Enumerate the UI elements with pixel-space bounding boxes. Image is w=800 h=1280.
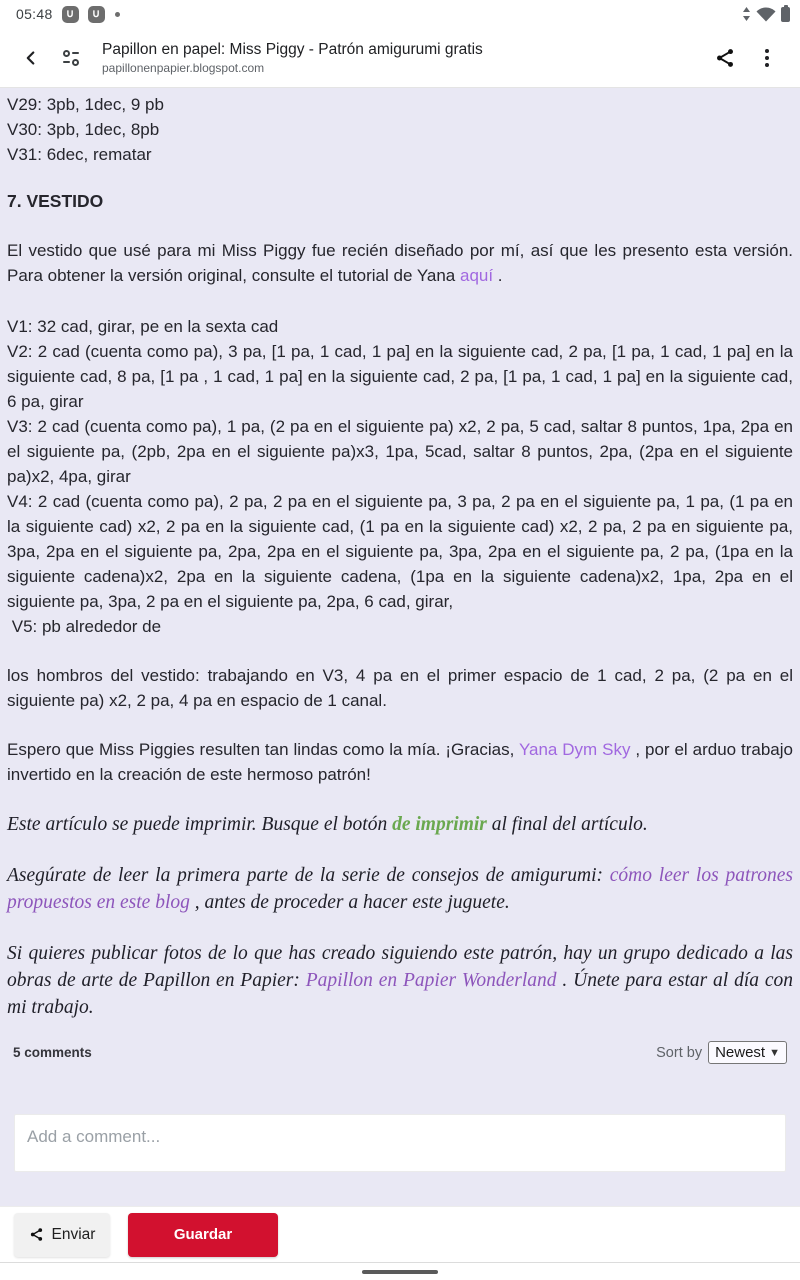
sort-select[interactable] — [708, 1041, 787, 1064]
notification-app-icon: ∪ — [62, 6, 79, 23]
send-button-label: Enviar — [51, 1225, 96, 1243]
shoulders-paragraph: los hombros del vestido: trabajando en V3, 4 pa en el primer espacio de 1 cad, 2 pa, (2 pa en el siguiente pa) x2, 2 pa, 4 pa en espacio de 1 canal. — [7, 666, 793, 710]
gesture-handle[interactable] — [362, 1270, 438, 1274]
tips-note-text-end: , antes de proceder a hacer este juguete. — [189, 892, 510, 913]
wonderland-group-link[interactable]: Papillon en Papier Wonderland — [305, 970, 557, 991]
status-time: 05:48 — [16, 6, 53, 22]
share-icon — [29, 1227, 44, 1242]
pattern-line: V31: 6dec, rematar — [7, 145, 152, 164]
status-right-icons — [742, 7, 790, 22]
comment-input-card — [14, 1114, 786, 1172]
pattern-line: V3: 2 cad (cuenta como pa), 1 pa, (2 pa en el siguiente pa) x2, 2 pa, 5 cad, saltar 8 puntos, 1pa, 2pa en el siguiente pa, (2pb, 2pa en el siguiente pa)x3, 1pa, 5cad, saltar 8 puntos, 2pa, (2pa en el siguiente pa)x2, 4pa, girar — [7, 417, 798, 486]
pattern-line: V2: 2 cad (cuenta como pa), 3 pa, [1 pa, 1 cad, 1 pa] en la siguiente cad, 2 pa, [1 pa, 1 cad, 1 pa] en la siguiente cad, 8 pa, [1 pa , 1 cad, 1 pa] en la siguiente cad, 2 pa, [1 pa, 1 cad, 1 pa] en la siguiente cad, 6 pa, girar — [7, 342, 798, 411]
print-button-highlight: de imprimir — [392, 814, 487, 835]
share-icon — [714, 47, 736, 69]
page-title: Papillon en papel: Miss Piggy - Patrón amigurumi gratis — [102, 40, 483, 58]
print-note-paragraph — [7, 811, 793, 838]
thanks-text-end: , por el arduo trabajo invertido en la creación de este hermoso patrón! — [7, 740, 793, 784]
share-button[interactable] — [704, 37, 746, 79]
save-button[interactable] — [128, 1213, 278, 1257]
back-button[interactable] — [10, 37, 52, 79]
pattern-tips-link[interactable]: cómo leer los patrones propuestos en este blog — [7, 865, 793, 913]
pattern-line: V29: 3pb, 1dec, 9 pb — [7, 95, 164, 114]
pattern-block — [7, 314, 798, 639]
print-note-text: Este artículo se puede imprimir. Busque el botón — [7, 814, 393, 835]
overflow-menu-button[interactable] — [746, 37, 788, 79]
overflow-menu-icon — [765, 49, 769, 67]
page-info-button[interactable] — [52, 37, 94, 79]
tips-note-paragraph — [7, 862, 793, 916]
pattern-line: V30: 3pb, 1dec, 8pb — [7, 120, 160, 139]
battery-icon — [781, 7, 790, 22]
thanks-paragraph — [7, 737, 793, 787]
tutorial-link[interactable]: aquí — [459, 266, 494, 285]
sort-by-label: Sort by — [656, 1044, 703, 1061]
intro-paragraph — [7, 238, 793, 288]
sort-controls — [656, 1041, 787, 1064]
intro-text: El vestido que usé para mi Miss Piggy fue recién diseñado por mí, así que les presento esta versión. Para obtener la versión original, consulte el tutorial de Yana — [7, 241, 793, 285]
intro-text-end: . — [493, 266, 503, 285]
author-link[interactable]: Yana Dym Sky — [518, 740, 631, 759]
page-url: papillonenpapier.blogspot.com — [102, 60, 265, 75]
comments-header — [0, 1041, 800, 1064]
bottom-action-bar — [0, 1206, 800, 1263]
gesture-nav-area — [0, 1263, 800, 1280]
comments-count: 5 comments — [13, 1045, 92, 1060]
back-chevron-icon — [20, 47, 42, 69]
group-note-text: Si quieres publicar fotos de lo que has creado siguiendo este patrón, hay un grupo dedicado a las obras de arte de Papillon en Papier: — [7, 943, 793, 991]
notification-overflow-dot-icon — [115, 12, 120, 17]
group-note-text-end: . Únete para estar al día con mi trabajo. — [7, 970, 793, 1018]
send-button[interactable] — [14, 1213, 110, 1257]
status-bar — [0, 0, 800, 28]
comment-input[interactable] — [15, 1115, 785, 1171]
thanks-text: Espero que Miss Piggies resulten tan lindas como la mía. ¡Gracias, — [7, 740, 519, 759]
header-titles — [102, 41, 704, 75]
tips-note-text: Asegúrate de leer la primera parte de la serie de consejos de amigurumi: — [7, 865, 610, 886]
wifi-icon — [756, 7, 776, 22]
network-activity-icon — [742, 7, 751, 21]
pattern-line: V5: pb alrededor de — [7, 617, 162, 636]
tune-icon — [63, 50, 83, 66]
group-note-paragraph — [7, 940, 793, 1021]
notification-app-icon: ∪ — [88, 6, 105, 23]
browser-header — [0, 28, 800, 88]
pattern-line: V4: 2 cad (cuenta como pa), 2 pa, 2 pa en el siguiente pa, 3 pa, 2 pa en el siguiente pa, 1 pa, (1 pa en la siguiente cad) x2, 2 pa en la siguiente cad, (1 pa en la siguiente cad) x2, 2 pa, 2 pa en siguiente pa, 3pa, 2pa en el siguiente pa, 2pa, 2pa en el siguiente pa, 3pa, 2pa en el siguiente pa, 2 pa, (1pa en la siguiente cadena)x2, 2pa en la siguiente cadena, (1pa en la siguiente cadena)x2, 1pa, 2pa en el siguiente pa, 3pa, 2 pa en el siguiente pa, 2pa, 6 cad, girar, — [7, 492, 798, 611]
save-button-label: Guardar — [173, 1226, 233, 1243]
pattern-line: V1: 32 cad, girar, pe en la sexta cad — [7, 317, 279, 336]
print-note-text-end: al final del artículo. — [486, 814, 648, 835]
section-heading: 7. VESTIDO — [7, 191, 104, 211]
sort-select-value: Newest — [715, 1044, 766, 1061]
chevron-down-icon: ▼ — [769, 1046, 780, 1059]
article-content — [0, 88, 800, 1021]
